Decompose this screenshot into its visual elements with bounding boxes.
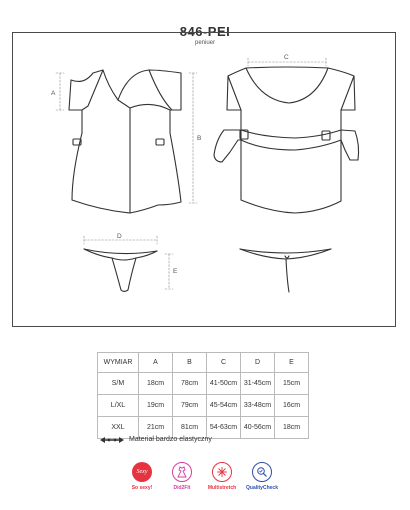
size-cell: 45-54cm bbox=[207, 395, 241, 417]
badge-qualitycheck bbox=[242, 462, 282, 491]
size-table-header: A bbox=[139, 353, 173, 373]
badge-multistretch bbox=[202, 462, 242, 491]
size-table-header: D bbox=[241, 353, 275, 373]
dimension-label-c: C bbox=[284, 54, 289, 61]
size-table-header-row bbox=[98, 353, 309, 373]
size-table-header: C bbox=[207, 353, 241, 373]
product-code: 846-PEI bbox=[179, 24, 231, 39]
table-row bbox=[98, 395, 309, 417]
dimension-label-e: E bbox=[173, 268, 178, 275]
robe-front-drawing bbox=[69, 70, 181, 213]
size-cell: 78cm bbox=[173, 373, 207, 395]
size-cell: 18cm bbox=[275, 417, 309, 439]
dress-icon bbox=[172, 462, 192, 482]
product-name: peniuer bbox=[194, 40, 215, 46]
badge-label: Multistretch bbox=[207, 485, 237, 491]
badge-label: QualityCheck bbox=[246, 485, 278, 491]
size-cell: 79cm bbox=[173, 395, 207, 417]
sexy-logo-icon: Sexy bbox=[132, 462, 152, 482]
dimension-label-a: A bbox=[51, 90, 56, 97]
badge-so-sexy bbox=[122, 462, 162, 491]
stretch-icon bbox=[212, 462, 232, 482]
size-cell: 41-50cm bbox=[207, 373, 241, 395]
size-table-header: WYMIAR bbox=[98, 353, 139, 373]
badge-did2fit bbox=[162, 462, 202, 491]
material-note-text: Materiał bardzo elastyczny bbox=[129, 436, 212, 443]
size-cell: 81cm bbox=[173, 417, 207, 439]
dimension-label-b: B bbox=[197, 135, 202, 142]
size-cell: 40-56cm bbox=[241, 417, 275, 439]
size-cell: 16cm bbox=[275, 395, 309, 417]
badge-label: Did2Fit bbox=[173, 485, 191, 491]
size-table-header: E bbox=[275, 353, 309, 373]
size-table-header: B bbox=[173, 353, 207, 373]
size-cell: 21cm bbox=[139, 417, 173, 439]
thong-back-drawing bbox=[240, 249, 331, 292]
size-cell: S/M bbox=[98, 373, 139, 395]
size-cell: L/XL bbox=[98, 395, 139, 417]
double-arrow-icon bbox=[100, 437, 124, 443]
size-cell: 54-63cm bbox=[207, 417, 241, 439]
magnifier-check-icon bbox=[252, 462, 272, 482]
size-cell: 15cm bbox=[275, 373, 309, 395]
table-row bbox=[98, 373, 309, 395]
robe-back-drawing bbox=[214, 67, 359, 213]
badge-label: So sexy! bbox=[131, 485, 153, 491]
size-cell: XXL bbox=[98, 417, 139, 439]
size-cell: 31-45cm bbox=[241, 373, 275, 395]
size-cell: 18cm bbox=[139, 373, 173, 395]
size-cell: 19cm bbox=[139, 395, 173, 417]
size-table bbox=[97, 352, 309, 439]
dimension-label-d: D bbox=[117, 233, 122, 240]
material-note bbox=[100, 436, 212, 443]
thong-front-drawing bbox=[84, 249, 157, 292]
size-cell: 33-48cm bbox=[241, 395, 275, 417]
